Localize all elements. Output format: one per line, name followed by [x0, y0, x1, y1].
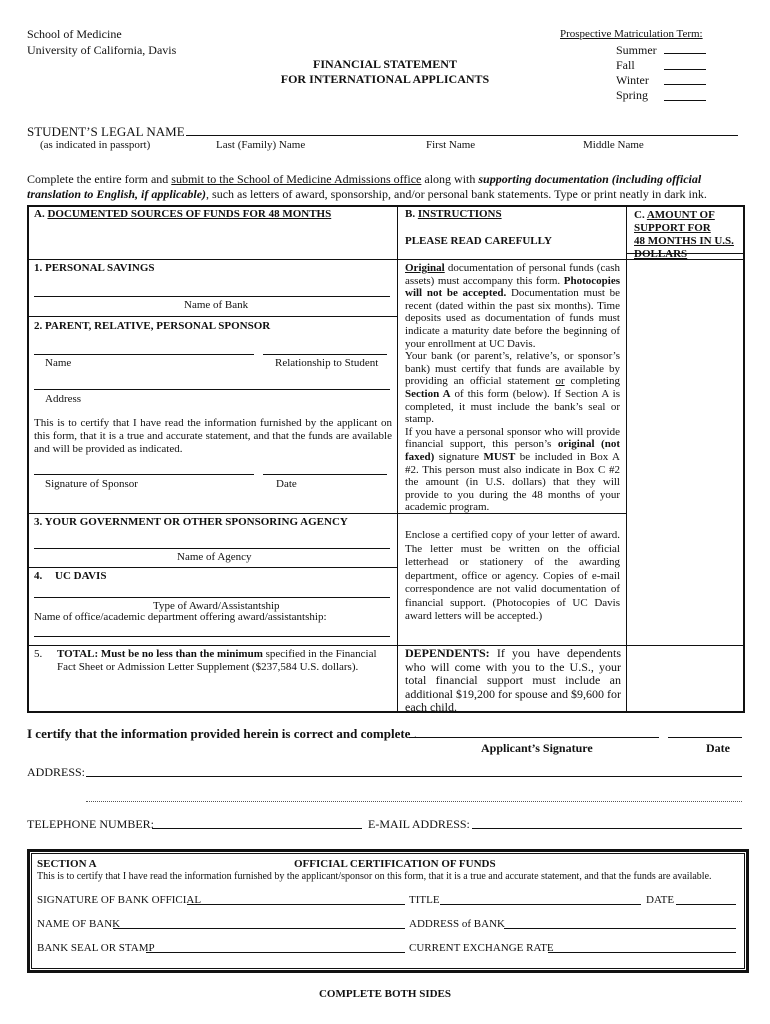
term-label: Prospective Matriculation Term: [560, 28, 703, 40]
col-b-header: B. INSTRUCTIONS [405, 208, 502, 220]
agency-name-field[interactable] [34, 548, 390, 549]
complete-both-sides: COMPLETE BOTH SIDES [318, 988, 452, 1000]
col-c-header: C. AMOUNT OF SUPPORT FOR 48 MONTHS IN U.S. DOLLARS [634, 209, 734, 260]
award-type-field[interactable] [34, 597, 390, 598]
amount-government[interactable] [628, 514, 743, 567]
certify-statement: I certify that the information provided herein is correct and complete . [27, 726, 417, 741]
bank-official-title-field[interactable] [440, 904, 641, 905]
middle-name-label: Middle Name [583, 139, 644, 151]
student-name-field[interactable] [186, 135, 738, 136]
bank-name-a-label: NAME OF BANK [37, 918, 121, 930]
address-field-line1[interactable] [86, 776, 742, 777]
bank-address-field[interactable] [504, 928, 736, 929]
school-name: School of Medicine [27, 27, 122, 41]
sponsor-relationship-field[interactable] [263, 354, 387, 355]
term-spring-field[interactable] [664, 100, 706, 101]
personal-savings-title: 1. PERSONAL SAVINGS [34, 262, 155, 274]
last-name-label: Last (Family) Name [216, 139, 306, 151]
first-name-label: First Name [426, 139, 476, 151]
term-winter-field[interactable] [664, 84, 706, 85]
sponsor-name-field[interactable] [34, 354, 254, 355]
bank-address-label: ADDRESS of BANK [409, 918, 505, 930]
form-title-line2: FOR INTERNATIONAL APPLICANTS [280, 72, 490, 86]
applicant-signature-label: Applicant’s Signature [481, 741, 593, 755]
form-title-line1: FINANCIAL STATEMENT [313, 57, 457, 71]
sponsor-relationship-label: Relationship to Student [275, 357, 379, 369]
bank-official-signature-label: SIGNATURE OF BANK OFFICIAL [37, 894, 202, 906]
instructions-award-letter: Enclose a certified copy of your letter of award. The letter must be written on the official letterhead or stationery of the awarding department, office or agency. Copies of e-mail correspondence are not valid documentation of financial support. (Photocopies of UC Davis award letters will be accepted.) [405, 529, 620, 622]
address-label: ADDRESS: [27, 765, 86, 779]
bank-date-field[interactable] [676, 904, 736, 905]
sponsor-name-label: Name [45, 357, 72, 369]
exchange-rate-label: CURRENT EXCHANGE RATE [409, 942, 554, 954]
instructions-savings-sponsor: Original documentation of personal funds (cash assets) must accompany this form. Photocopies will not be accepted. Documentation must be recent (dated within the past six months). Time deposits used as documentation of funds must indicate a maturity date before the beginning of your enrollment at UC Davis. Your bank (or parent’s, relative’s, or sponsor’s bank) must certify that funds are available by providing an official statement or completing Section A of this form (below). If Section A is completed, it must include the bank’s seal or stamp. If you have a personal sponsor who will provide financial support, this person’s original (not faxed) signature MUST be included in Box A #2. This person must also indicate in Box C #2 the amount (in U.S. dollars) that they will provide to you during the 48 months of your academic program. [405, 262, 621, 514]
award-type-label: Type of Award/Assistantship [153, 600, 280, 612]
bank-name-a-field[interactable] [113, 928, 405, 929]
sponsor-date-field[interactable] [263, 474, 387, 475]
uc-davis-title: UC DAVIS [55, 570, 107, 582]
telephone-label: TELEPHONE NUMBER: [27, 817, 154, 831]
section-a-label: SECTION A [37, 858, 97, 870]
amount-total[interactable] [626, 645, 745, 713]
sponsor-address-field[interactable] [34, 389, 390, 390]
telephone-field[interactable] [152, 828, 362, 829]
email-label: E-MAIL ADDRESS: [368, 817, 470, 831]
bank-date-label: DATE [646, 894, 675, 906]
agency-name-label: Name of Agency [177, 551, 252, 563]
sponsor-signature-field[interactable] [34, 474, 254, 475]
term-winter-label: Winter [616, 73, 649, 87]
section-a-title: OFFICIAL CERTIFICATION OF FUNDS [294, 858, 496, 870]
sponsor-certify-text: This is to certify that I have read the information furnished by the applicant on this form, that it is a true and accurate statement, and that the funds are available and will be provided as indicated. [34, 417, 392, 455]
amount-personal-savings[interactable] [628, 260, 743, 316]
term-spring-label: Spring [616, 88, 649, 102]
applicant-date-field[interactable] [668, 737, 742, 738]
bank-name-label: Name of Bank [184, 299, 249, 311]
award-office-field[interactable] [34, 636, 390, 637]
address-field-line2[interactable] [86, 801, 742, 802]
award-office-label: Name of office/academic department offering award/assistantship: [34, 611, 327, 623]
applicant-signature-field[interactable] [409, 737, 659, 738]
applicant-date-label: Date [706, 741, 730, 755]
instructions-dependents: DEPENDENTS: If you have dependents who will come with you to the U.S., your total financial support must include an additional $19,200 for spouse and $9,600 for each child. [405, 646, 621, 714]
total-text: TOTAL: Must be no less than the minimum specified in the Financial Fact Sheet or Admission Letter Supplement ($237,584 U.S. dollars). [57, 648, 377, 673]
sponsor-date-label: Date [276, 478, 297, 490]
sponsor-signature-label: Signature of Sponsor [45, 478, 138, 490]
passport-note: (as indicated in passport) [40, 139, 151, 151]
total-number: 5. [34, 648, 43, 660]
bank-seal-label: BANK SEAL OR STAMP [37, 942, 155, 954]
col-a-header: A. DOCUMENTED SOURCES OF FUNDS FOR 48 MONTHS [34, 208, 332, 220]
amount-uc-davis[interactable] [628, 568, 743, 645]
bank-name-field[interactable] [34, 296, 390, 297]
intro-paragraph: Complete the entire form and submit to the School of Medicine Admissions office along with supporting documentation (including official translation to English, if applicable), such as letters of award, sponsorship, and/or personal bank statements. Type or print neatly in dark ink. [27, 172, 707, 201]
exchange-rate-field[interactable] [548, 952, 736, 953]
sponsor-address-label: Address [45, 393, 82, 405]
amount-sponsor[interactable] [628, 317, 743, 513]
col-b-subheader: PLEASE READ CAREFULLY [405, 235, 552, 247]
uc-davis-number: 4. [34, 570, 43, 582]
bank-seal-field[interactable] [146, 952, 405, 953]
sponsor-title: 2. PARENT, RELATIVE, PERSONAL SPONSOR [34, 320, 271, 332]
section-a-text: This is to certify that I have read the information furnished by the applicant/sponsor on this form, that it is a true and accurate statement, and that the funds are available. [37, 871, 712, 882]
term-fall-field[interactable] [664, 69, 706, 70]
bank-official-title-label: TITLE [409, 894, 440, 906]
student-name-label: STUDENT’S LEGAL NAME [27, 124, 185, 139]
bank-official-signature-field[interactable] [187, 904, 405, 905]
government-title: 3. YOUR GOVERNMENT OR OTHER SPONSORING AGENCY [34, 516, 348, 528]
term-fall-label: Fall [616, 58, 635, 72]
university-name: University of California, Davis [27, 43, 177, 57]
term-summer-field[interactable] [664, 53, 706, 54]
email-field[interactable] [472, 828, 742, 829]
term-summer-label: Summer [616, 43, 657, 57]
